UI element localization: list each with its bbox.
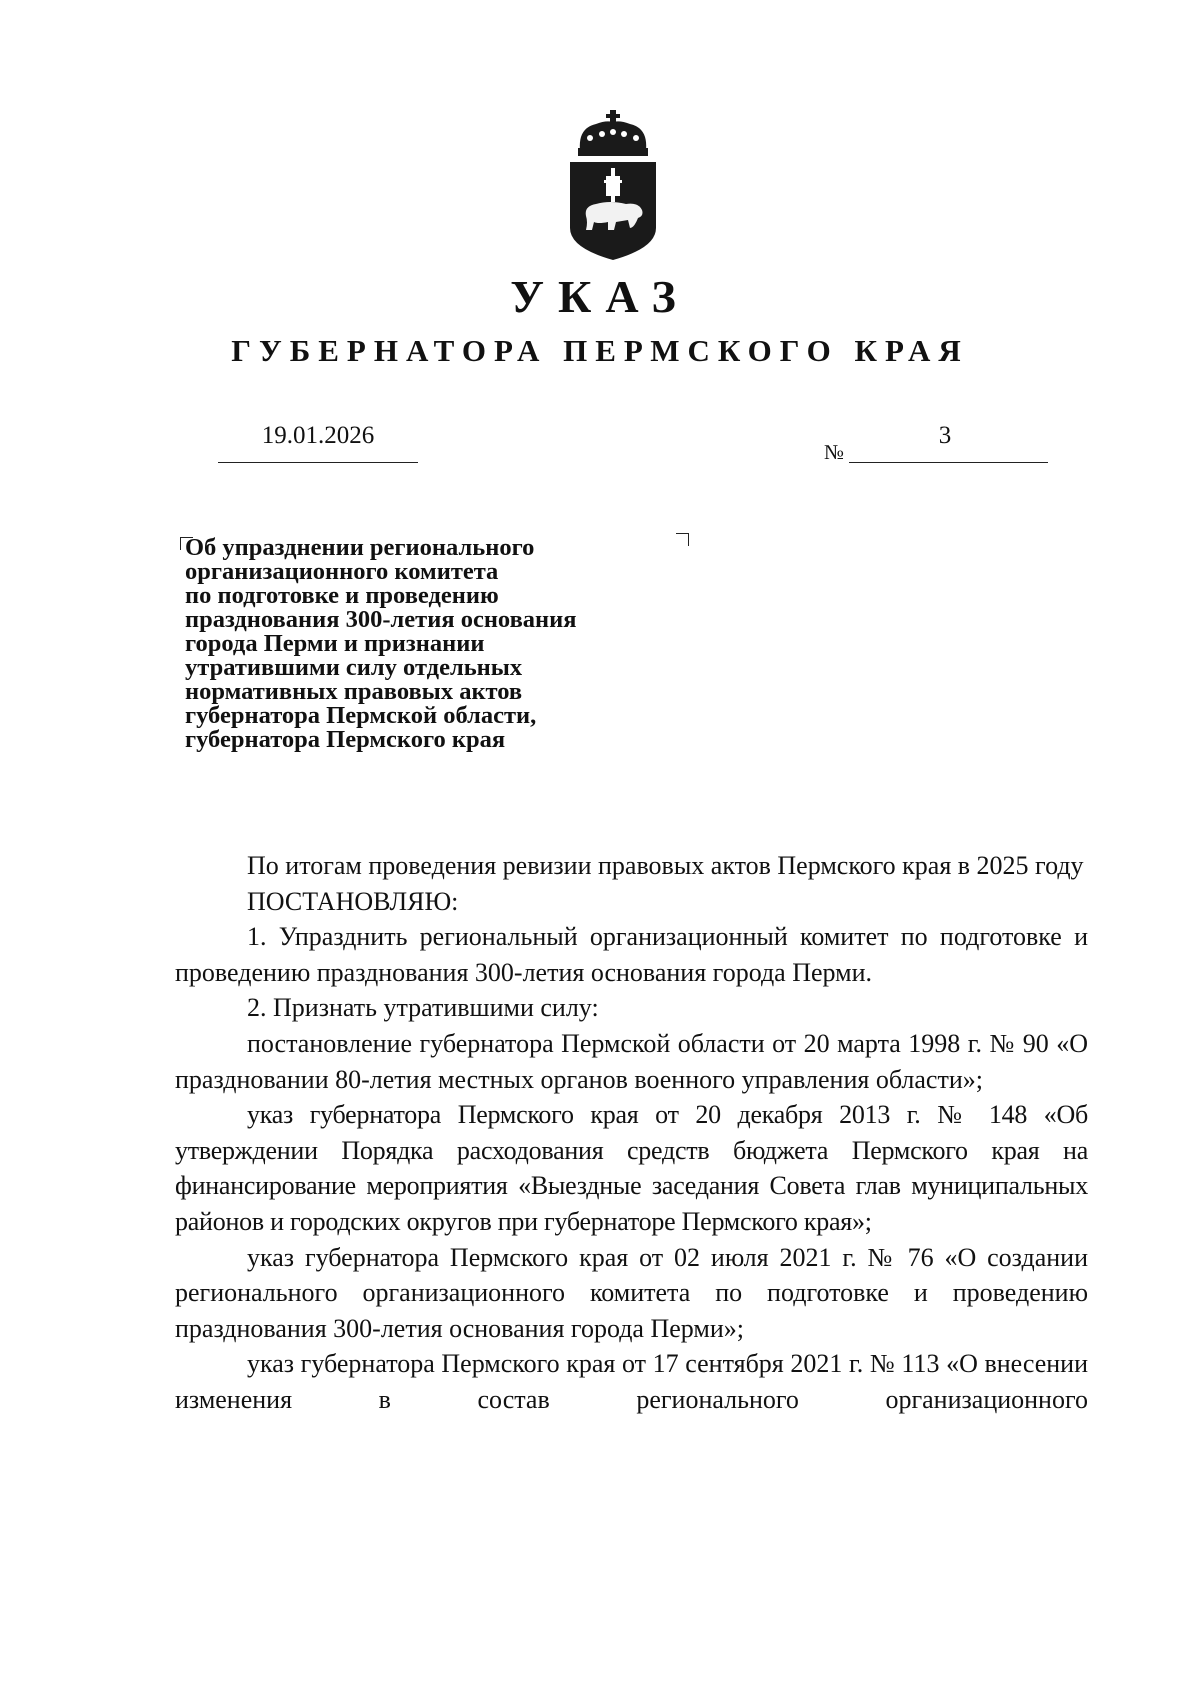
perm-krai-coat-of-arms-icon	[566, 110, 660, 260]
subject-line: губернатора Пермского края	[185, 726, 506, 753]
subject-line: организационного комитета	[185, 558, 499, 585]
body-paragraph: 2. Признать утратившими силу:	[247, 993, 599, 1023]
body-paragraph: постановление губернатора Пермской области от 20 марта 1998 г. № 90 «О праздновании 80-летия местных органов военного управления области»;	[175, 1028, 1088, 1094]
date-underline	[218, 462, 418, 463]
subject-line: Об упразднении регионального	[185, 534, 535, 561]
subject-line: по подготовке и проведению	[185, 582, 499, 609]
body-paragraph: По итогам проведения ревизии правовых актов Пермского края в 2025 году	[247, 851, 1084, 880]
document-issuer: ГУБЕРНАТОРА ПЕРМСКОГО КРАЯ	[231, 333, 969, 368]
document-title: УКАЗ	[510, 271, 690, 322]
document-subject	[185, 536, 665, 752]
document-date: 19.01.2026	[261, 422, 375, 449]
body-paragraph: указ губернатора Пермского края от 02 июля 2021 г. № 76 «О создании регионального организационного комитета по подготовке и проведению празднования 300-летия основания города Перми»;	[175, 1242, 1088, 1343]
document-body	[175, 848, 1088, 1418]
subject-line: празднования 300-летия основания	[185, 606, 577, 633]
subject-line: утратившими силу отдельных	[185, 654, 523, 681]
subject-line: губернатора Пермской области,	[185, 702, 537, 729]
subject-line: города Перми и признании	[185, 630, 485, 657]
body-paragraph: 1. Упразднить региональный организационный комитет по подготовке и проведению празднования 300-летия основания города Перми.	[175, 922, 1088, 987]
document-number: 3	[938, 422, 952, 449]
subject-bracket-right	[676, 533, 689, 546]
number-label: №	[824, 440, 845, 464]
body-paragraph: указ губернатора Пермского края от 17 сентября 2021 г. № 113 «О внесении изменения в состав регионального организационного	[175, 1349, 1088, 1414]
subject-line: нормативных правовых актов	[185, 678, 523, 705]
body-paragraph: указ губернатора Пермского края от 20 декабря 2013 г. № 148 «Об утверждении Порядка расходования средств бюджета Пермского края на финансирование мероприятия «Выездные заседания Совета глав муниципальных районов и городских округов при губернаторе Пермского края»;	[175, 1100, 1088, 1236]
body-paragraph-decree: ПОСТАНОВЛЯЮ:	[247, 886, 459, 916]
number-underline	[849, 462, 1048, 463]
